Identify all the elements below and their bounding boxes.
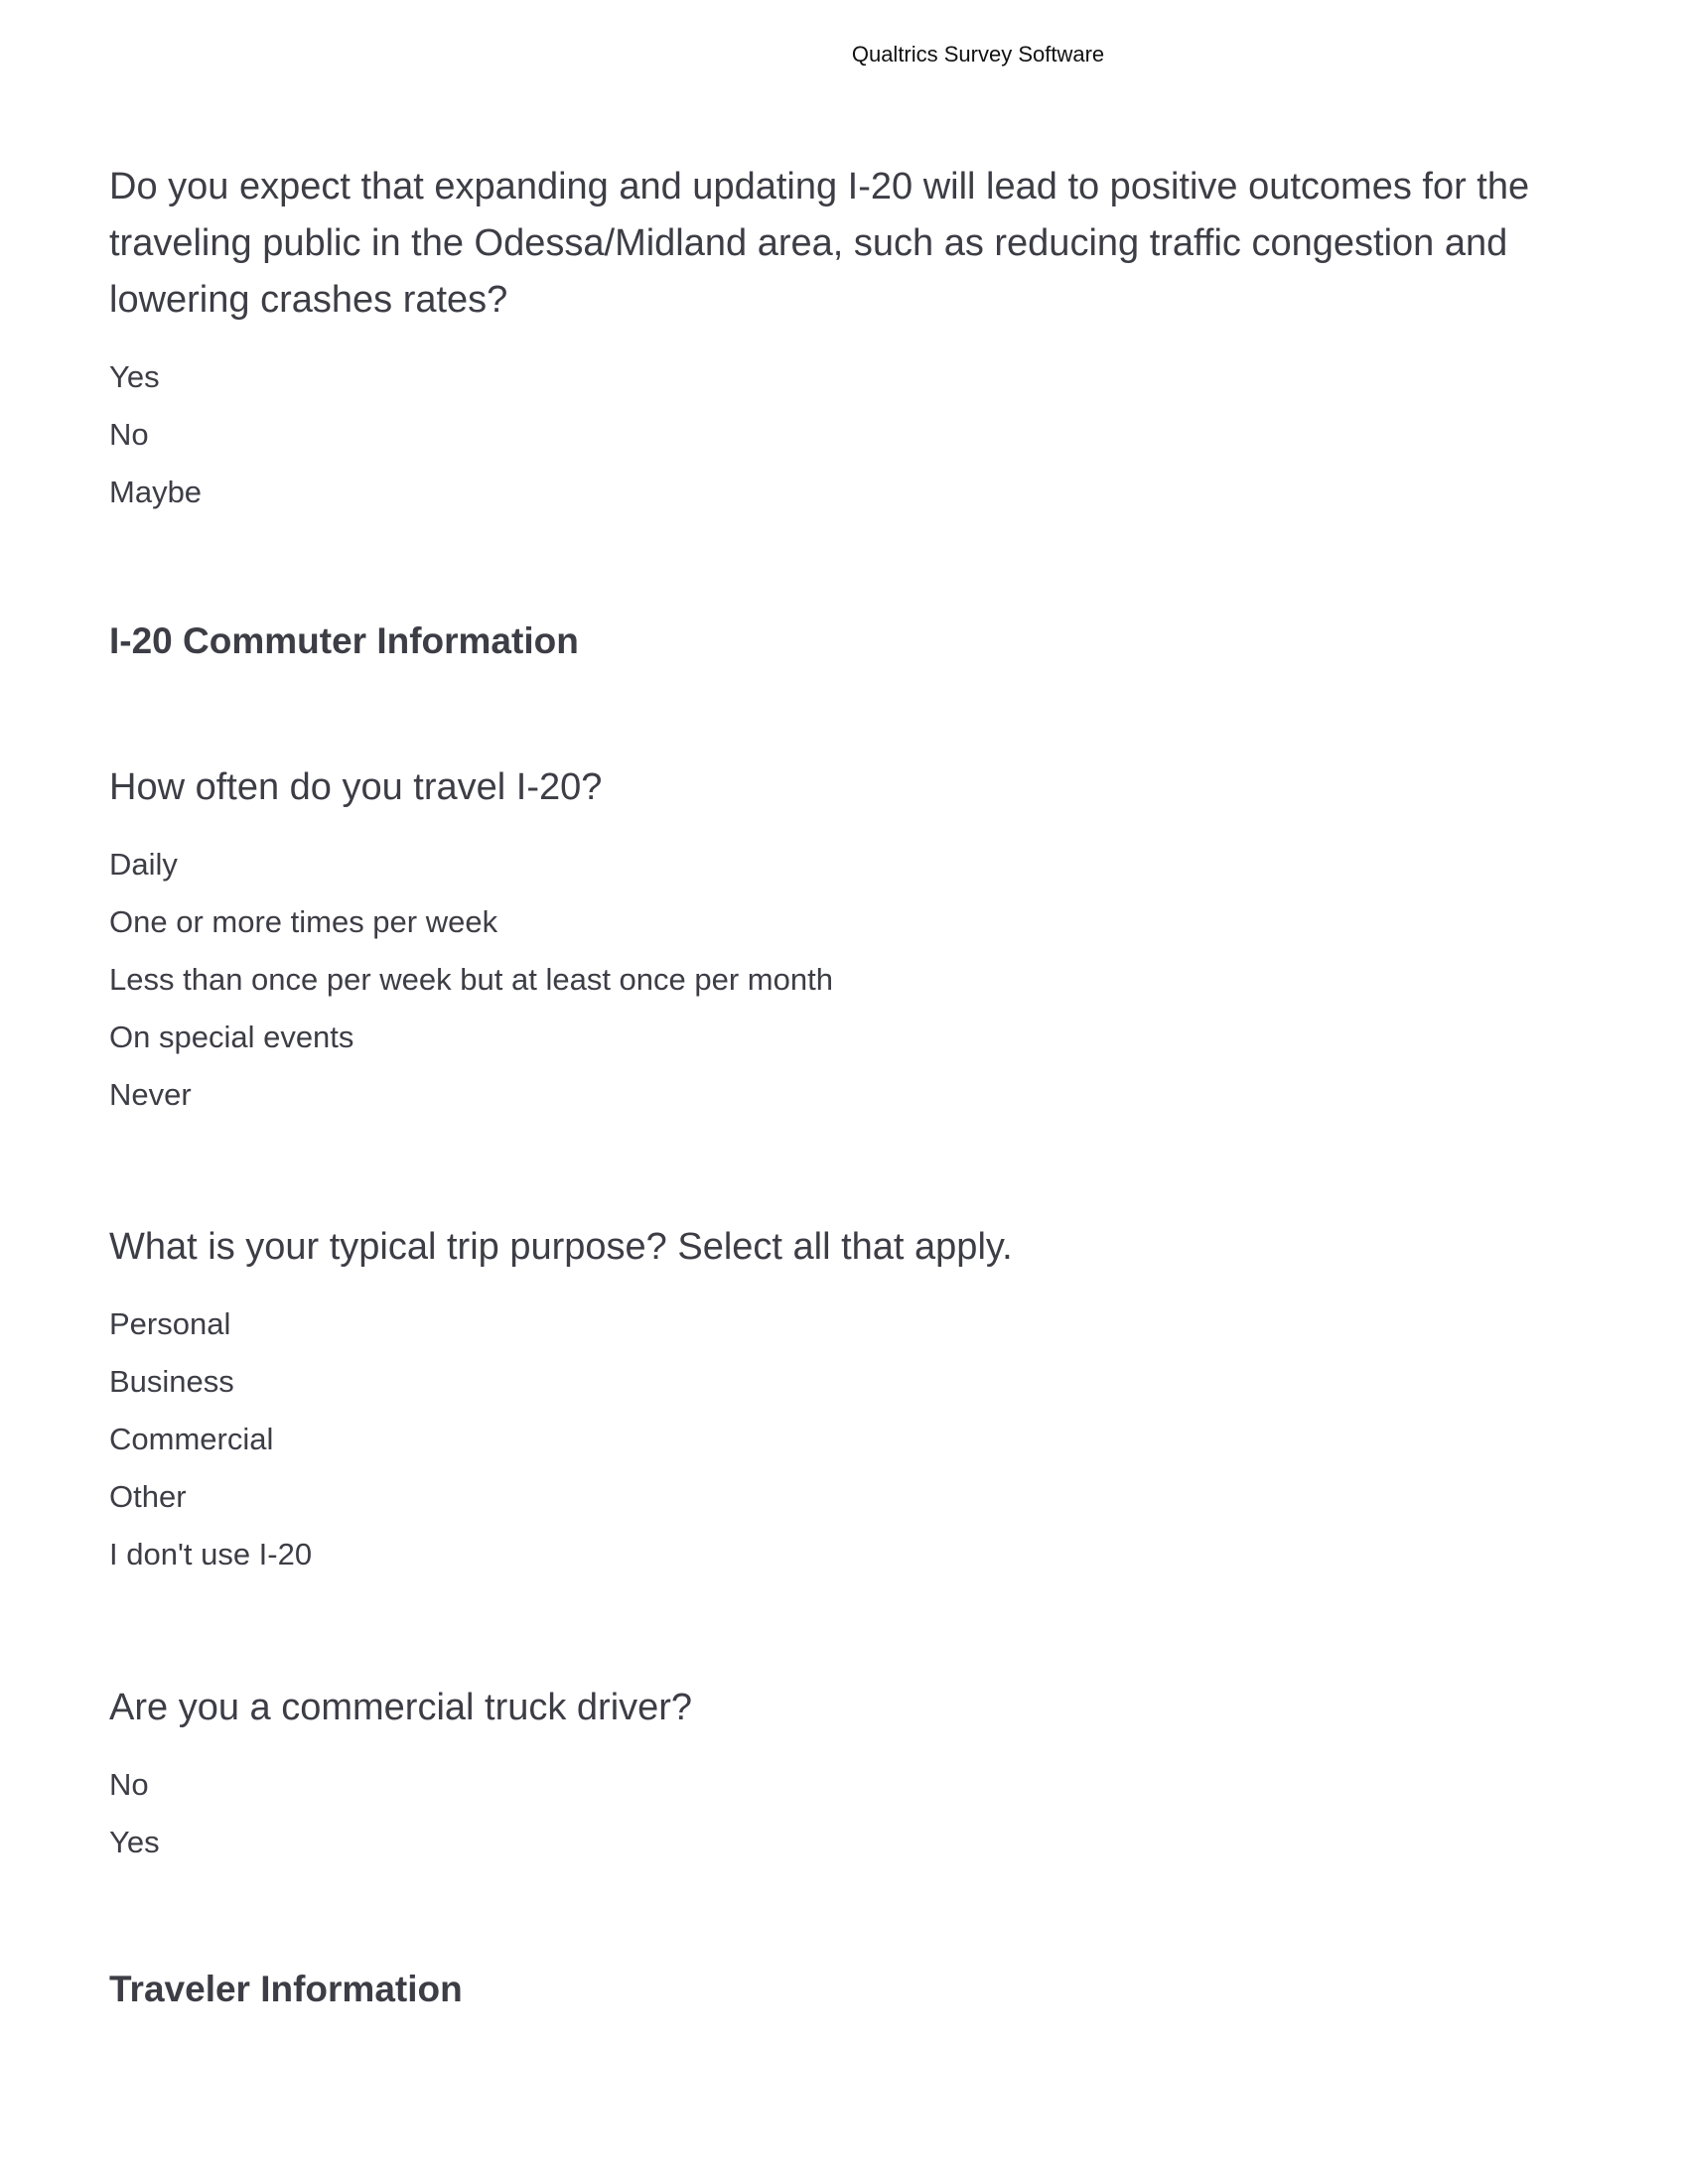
choice-business[interactable]: Business: [109, 1364, 234, 1399]
choice-list: [109, 1756, 1579, 1871]
choice-daily[interactable]: Daily: [109, 847, 178, 882]
choice-no[interactable]: No: [109, 1767, 149, 1802]
choice-list: [109, 836, 1579, 1124]
question-text: Do you expect that expanding and updating I-20 will lead to positive outcomes for the traveling public in the Odessa/Midland area, such as reducing traffic congestion and lowering crashes rates?: [109, 166, 1530, 321]
section-title-commuter-information: I-20 Commuter Information: [109, 620, 579, 661]
question-truck-driver: [109, 1680, 1579, 1871]
page-header: Qualtrics Survey Software: [851, 42, 1105, 67]
choice-list: [109, 348, 1579, 521]
choice-list: [109, 1296, 1579, 1583]
section-title-traveler-information: Traveler Information: [109, 1969, 463, 2009]
choice-personal[interactable]: Personal: [109, 1306, 231, 1341]
question-text: How often do you travel I-20?: [109, 766, 603, 808]
choice-yes[interactable]: Yes: [109, 1825, 160, 1859]
choice-no[interactable]: No: [109, 417, 149, 452]
choice-special-events[interactable]: On special events: [109, 1020, 354, 1054]
choice-monthly[interactable]: Less than once per week but at least once per month: [109, 962, 833, 997]
question-travel-frequency: [109, 759, 1579, 1124]
choice-maybe[interactable]: Maybe: [109, 475, 203, 509]
choice-other[interactable]: Other: [109, 1479, 187, 1514]
question-trip-purpose: [109, 1219, 1579, 1583]
choice-never[interactable]: Never: [109, 1077, 192, 1112]
choice-weekly[interactable]: One or more times per week: [109, 904, 498, 939]
question-text: What is your typical trip purpose? Select all that apply.: [109, 1226, 1013, 1268]
choice-dont-use[interactable]: I don't use I-20: [109, 1537, 313, 1571]
choice-yes[interactable]: Yes: [109, 359, 160, 394]
question-expected-outcomes: [109, 159, 1579, 521]
choice-commercial[interactable]: Commercial: [109, 1422, 274, 1456]
question-text: Are you a commercial truck driver?: [109, 1687, 693, 1728]
